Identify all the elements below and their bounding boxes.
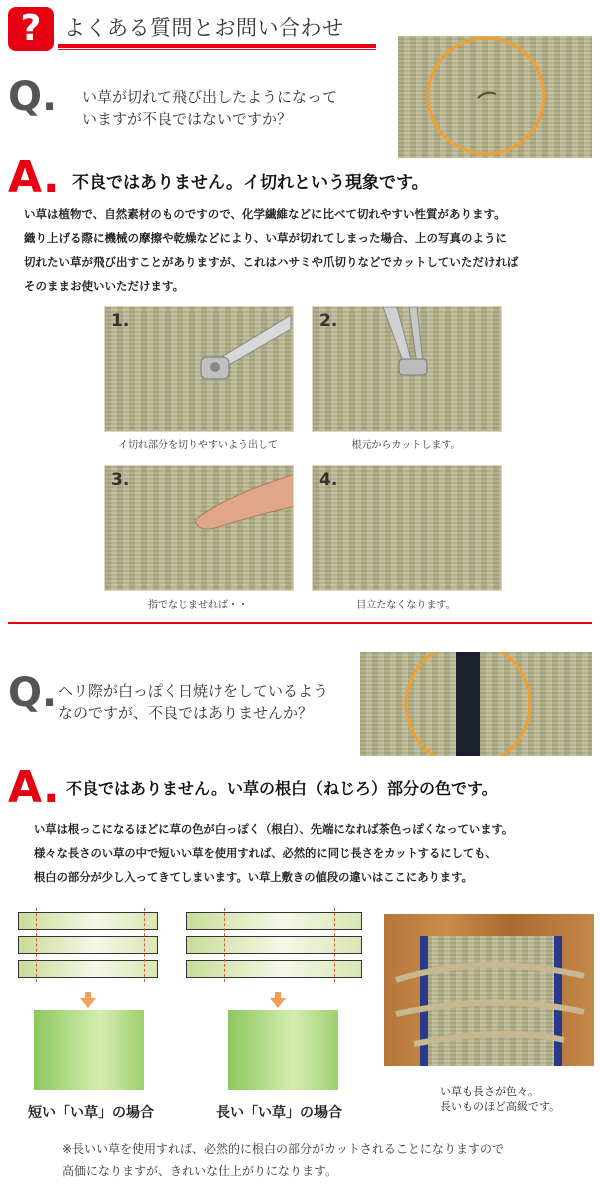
cut-line <box>36 908 37 982</box>
section-divider <box>8 622 592 624</box>
step-photo-2 <box>312 306 502 432</box>
q2-photo-border <box>360 652 592 756</box>
step-number: 2. <box>319 311 338 331</box>
short-label: 短い「い草」の場合 <box>28 1105 154 1121</box>
caption-line: い草も長さが色々。 <box>440 1085 539 1098</box>
q2-question-line2: なのですが、不良ではありませんか？ <box>58 704 314 722</box>
step-caption: 根元からカットします。 <box>351 440 461 451</box>
finger-icon <box>105 466 293 590</box>
q1-body-line: 織り上げる際に機械の摩擦や乾燥などにより、い草が切れてしまった場合、上の写真のように <box>24 231 507 245</box>
long-result-box <box>228 1010 338 1090</box>
igusa-photo <box>384 914 594 1066</box>
highlight-circle-icon <box>360 652 592 756</box>
q1-body-line: そのままお使いいただけます。 <box>24 279 185 293</box>
page-title: よくある質問とお問い合わせ <box>64 16 344 40</box>
igusa-strip <box>186 960 362 978</box>
igusa-strip <box>186 936 362 954</box>
cut-line <box>224 908 225 982</box>
nail-clipper-icon <box>313 307 501 431</box>
igusa-strip <box>18 912 158 930</box>
short-igusa-strips <box>18 908 168 988</box>
step-caption: 指でなじませれば・・ <box>148 600 248 611</box>
q1-question-line1: い草が切れて飛び出したようになって <box>82 88 338 106</box>
q1-question-line2: いますが不良ではないですか？ <box>82 110 293 128</box>
q1-body-line: い草は植物で、自然素材のものですので、化学繊維などに比べて切れやすい性質があります。 <box>24 207 506 221</box>
igusa-strip <box>18 936 158 954</box>
footnote <box>62 1138 504 1182</box>
caption-line: 長いものほど高級です。 <box>440 1100 561 1113</box>
q2-body-line: 様々な長さのい草の中で短いい草を使用すれば、必然的に同じ長さをカットするにしても、 <box>34 847 497 860</box>
step-photo-1 <box>104 306 294 432</box>
igusa-strip <box>18 960 158 978</box>
footnote-line: ※長いい草を使用すれば、必然的に根白の部分がカットされることになりますので <box>62 1142 504 1156</box>
title-underline <box>58 44 376 48</box>
q2-answer: 不良ではありません。い草の根白（ねじろ）部分の色です。 <box>66 779 498 798</box>
long-label: 長い「い草」の場合 <box>216 1105 342 1121</box>
step-photo-3 <box>104 465 294 591</box>
q2-body-line: 根白の部分が少し入ってきてしまいます。い草上敷きの値段の違いはここにあります。 <box>34 871 473 884</box>
q1-body <box>24 202 594 298</box>
step-caption: イ切れ部分を切りやすいよう出して <box>118 440 278 451</box>
cut-line <box>144 908 145 982</box>
down-arrow-icon <box>270 998 286 1008</box>
q2-question-line1: ヘリ際が白っぽく日焼けをしているよう <box>58 682 329 700</box>
q1-answer: 不良ではありません。イ切れという現象です。 <box>72 173 429 193</box>
short-result-box <box>34 1010 144 1090</box>
highlight-circle-icon <box>398 36 592 158</box>
q2-q-mark: Q. <box>8 670 58 716</box>
q1-q-mark: Q. <box>8 74 58 120</box>
igusa-strip <box>186 912 362 930</box>
q1-a-mark: A. <box>8 152 60 203</box>
step-number: 3. <box>111 470 130 490</box>
q2-a-mark: A. <box>8 762 60 813</box>
q2-body <box>34 818 600 890</box>
step-photo-4 <box>312 465 502 591</box>
nail-clipper-icon <box>105 307 293 431</box>
q1-question <box>82 86 337 130</box>
q2-question <box>58 680 328 724</box>
question-badge-icon: ? <box>8 7 54 51</box>
step-number: 4. <box>319 470 338 490</box>
down-arrow-icon <box>80 998 96 1008</box>
cut-line <box>334 908 335 982</box>
q2-body-line: い草は根っこになるほどに草の色が白っぽく（根白）、先端になれば茶色っぽくなっています。 <box>34 823 514 836</box>
footnote-line: 高価になりますが、きれいな仕上がりになります。 <box>62 1164 338 1178</box>
step-number: 1. <box>111 311 130 331</box>
step-caption: 目立たなくなります。 <box>356 600 456 611</box>
q1-body-line: 切れたい草が飛び出すことがありますが、これはハサミや爪切りなどでカットしていただければ <box>24 255 519 269</box>
q1-photo-tatami <box>398 36 592 158</box>
long-igusa-strips <box>186 908 366 988</box>
igusa-photo-caption <box>440 1084 560 1114</box>
igusa-stalks-icon <box>384 914 594 1066</box>
title-underline-thin <box>58 49 376 50</box>
